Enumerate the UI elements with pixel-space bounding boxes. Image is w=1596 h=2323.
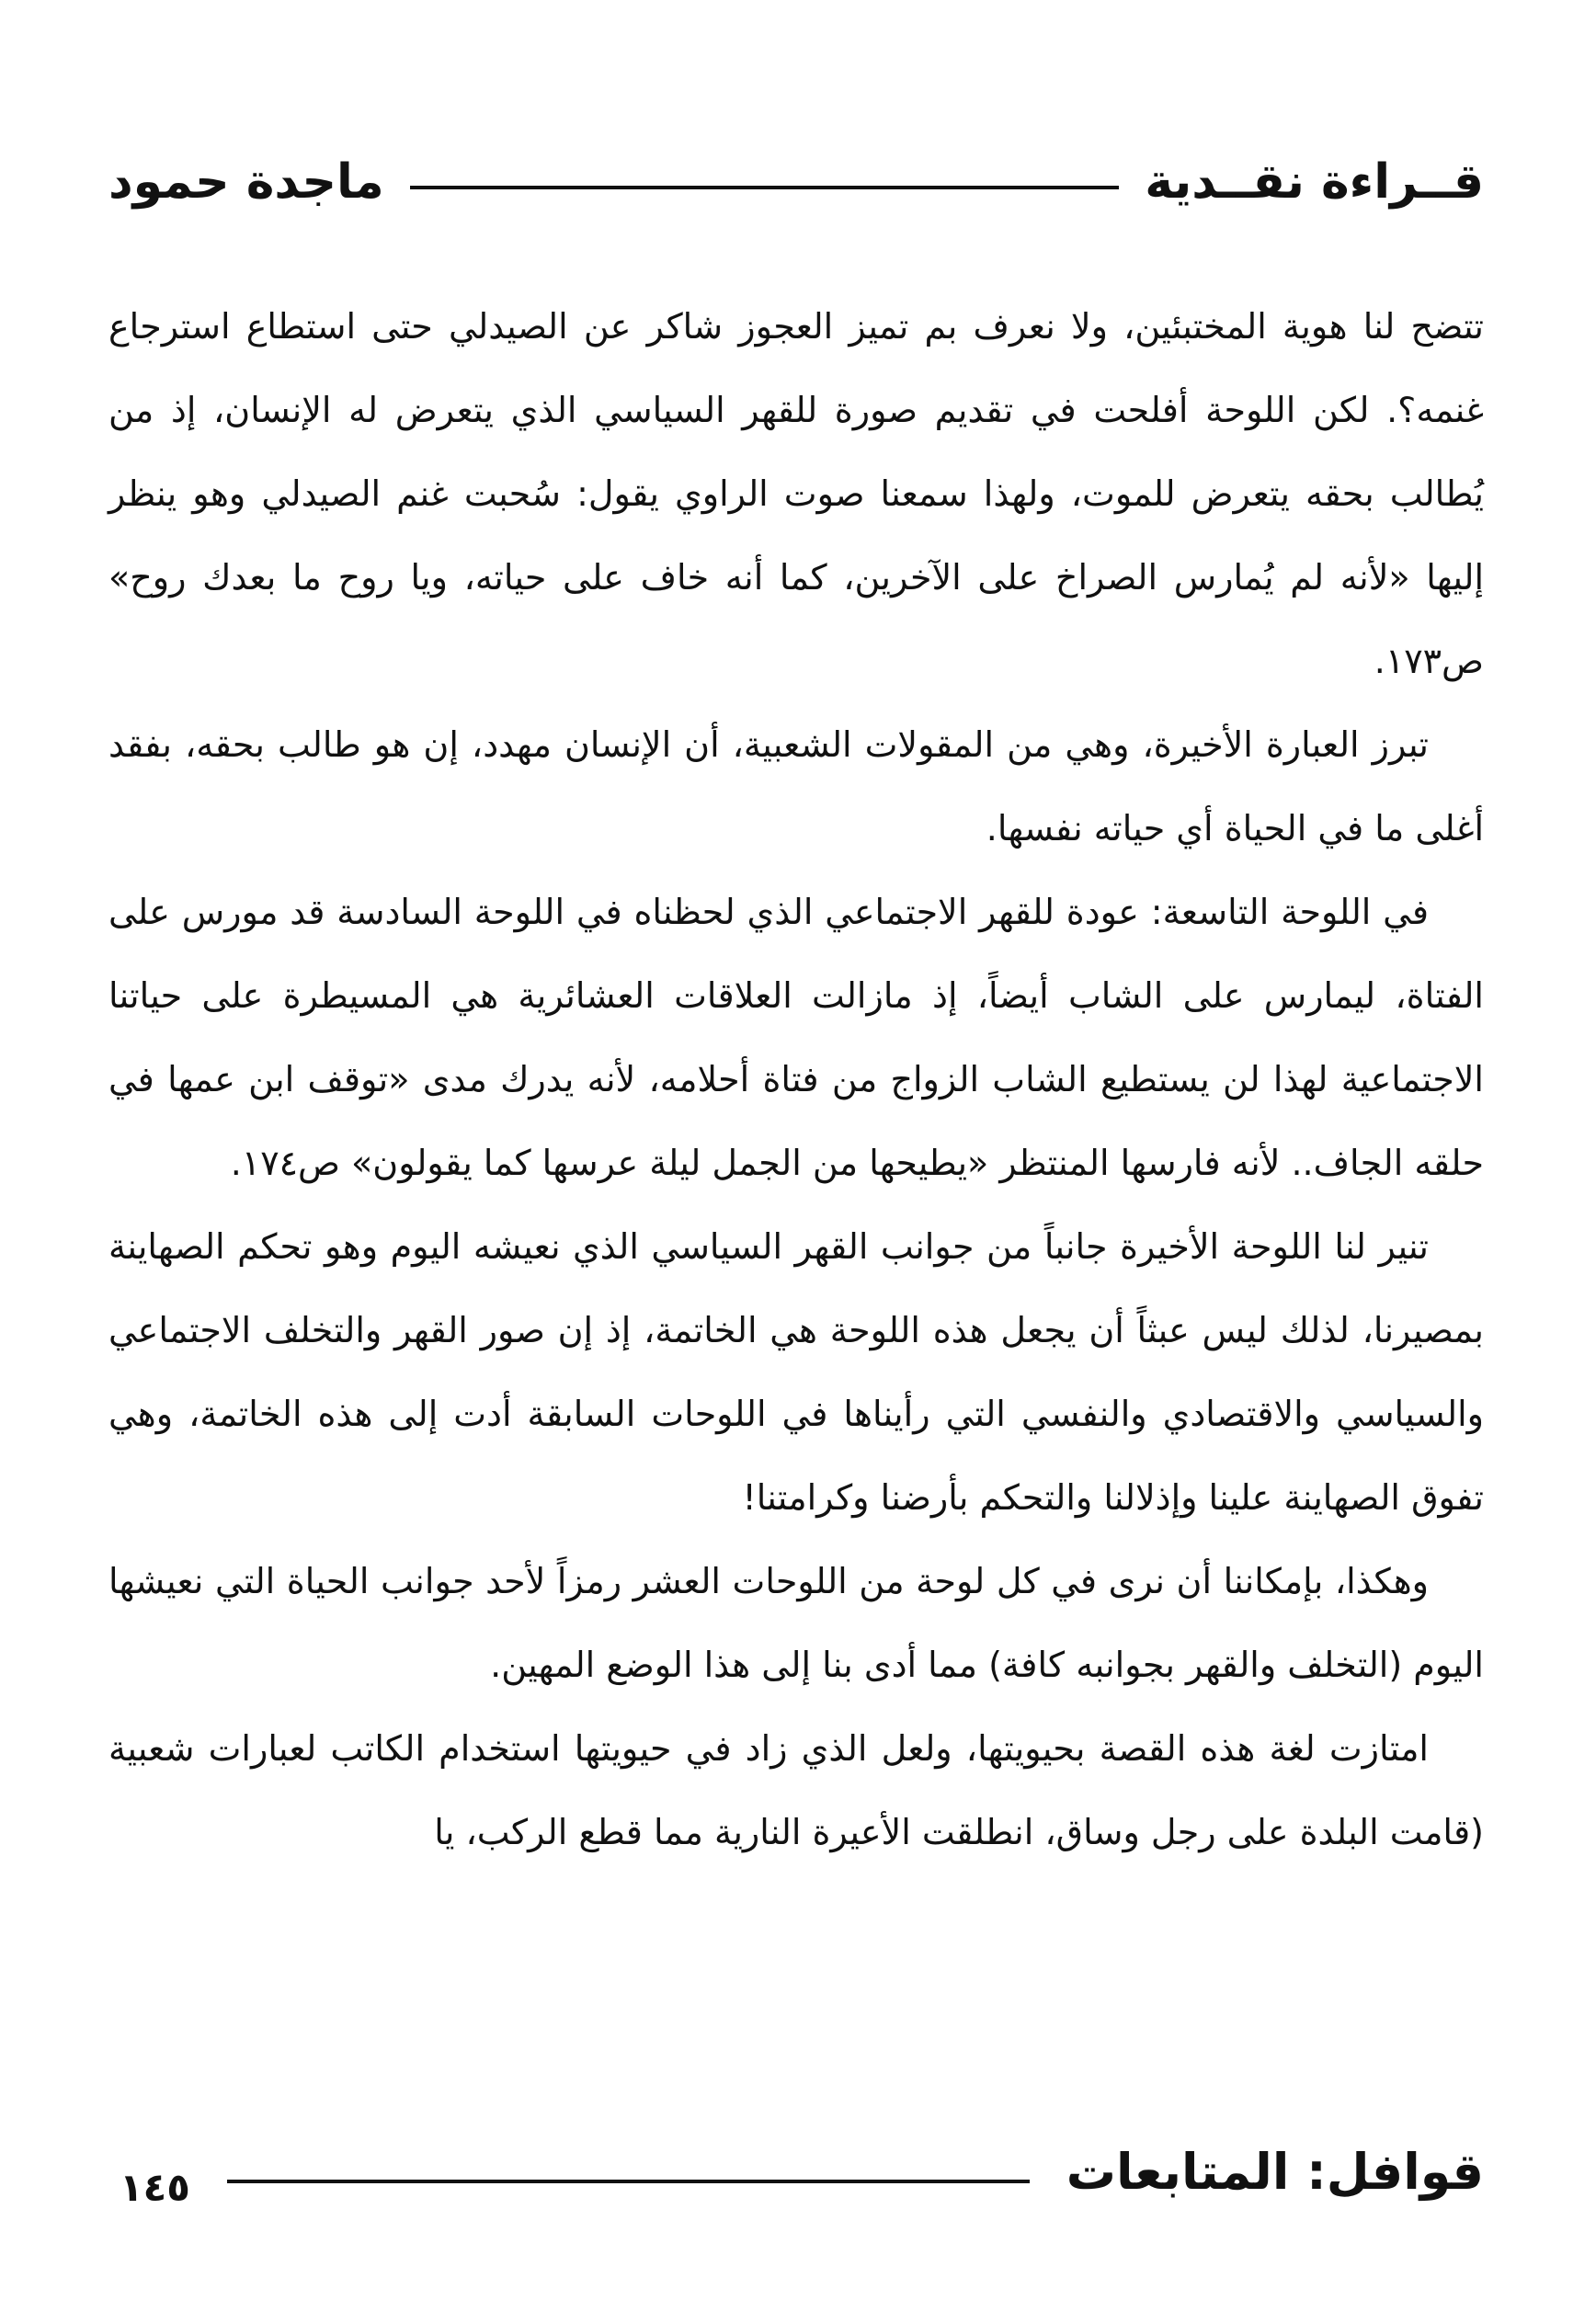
page-footer (120, 2131, 1484, 2214)
page-header (108, 145, 1484, 219)
header-title: قــراءة نقــدية (1145, 154, 1484, 210)
header-author: ماجدة حمود (108, 154, 384, 210)
paragraph: تبرز العبارة الأخيرة، وهي من المقولات الشعبية، أن الإنسان مهدد، إن هو طالب بحقه، بفقد أغلى ما في الحياة أي حياته نفسها. (108, 724, 1484, 848)
paragraph: تنير لنا اللوحة الأخيرة جانباً من جوانب القهر السياسي الذي نعيشه اليوم وهو تحكم الصهاينة بمصيرنا، لذلك ليس عبثاً أن يجعل هذه اللوحة هي الخاتمة، إذ إن صور القهر والتخلف الاجتماعي والسياسي والاقتصادي والنفسي التي رأيناها في اللوحات السابقة أدت إلى هذه الخاتمة، وهي تفوق الصهاينة علينا وإذلالنا والتحكم بأرضنا وكرامتنا! (108, 1226, 1484, 1518)
footer-rule (227, 2180, 1030, 2183)
paragraph: في اللوحة التاسعة: عودة للقهر الاجتماعي الذي لحظناه في اللوحة السادسة قد مورس على الفتاة، ليمارس على الشاب أيضاً، إذ مازالت العلاقات العشائرية هي المسيطرة على حياتنا الاجتماعية لهذا لن يستطيع الشاب الزواج من فتاة أحلامه، لأنه يدرك مدى «توقف ابن عمها في حلقه الجاف.. لأنه فارسها المنتظر «يطيحها من الجمل ليلة عرسها كما يقولون» ص١٧٤. (108, 892, 1484, 1183)
paragraph: وهكذا، بإمكاننا أن نرى في كل لوحة من اللوحات العشر رمزاً لأحد جوانب الحياة التي نعيشها اليوم (التخلف والقهر بجوانبه كافة) مما أدى بنا إلى هذا الوضع المهين. (108, 1561, 1484, 1685)
paragraph: تتضح لنا هوية المختبئين، ولا نعرف بم تميز العجوز شاكر عن الصيدلي حتى استطاع استرجاع غنمه؟. لكن اللوحة أفلحت في تقديم صورة للقهر السياسي الذي يتعرض له الإنسان، إذ من يُطالب بحقه يتعرض للموت، ولهذا سمعنا صوت الراوي يقول: سُحبت غنم الصيدلي وهو ينظر إليها «لأنه لم يُمارس الصراخ على الآخرين، كما أنه خاف على حياته، ويا روح ما بعدك روح» ص١٧٣. (108, 306, 1484, 681)
page-number: ١٤٥ (120, 2165, 190, 2210)
footer-journal-title: قوافل: المتابعات (1066, 2143, 1484, 2201)
header-rule (410, 186, 1120, 189)
paragraph: امتازت لغة هذه القصة بحيويتها، ولعل الذي زاد في حيويتها استخدام الكاتب لعبارات شعبية (قامت البلدة على رجل وساق، انطلقت الأعيرة النارية مما قطع الركب، يا (108, 1728, 1484, 1852)
article-body (108, 285, 1484, 1874)
